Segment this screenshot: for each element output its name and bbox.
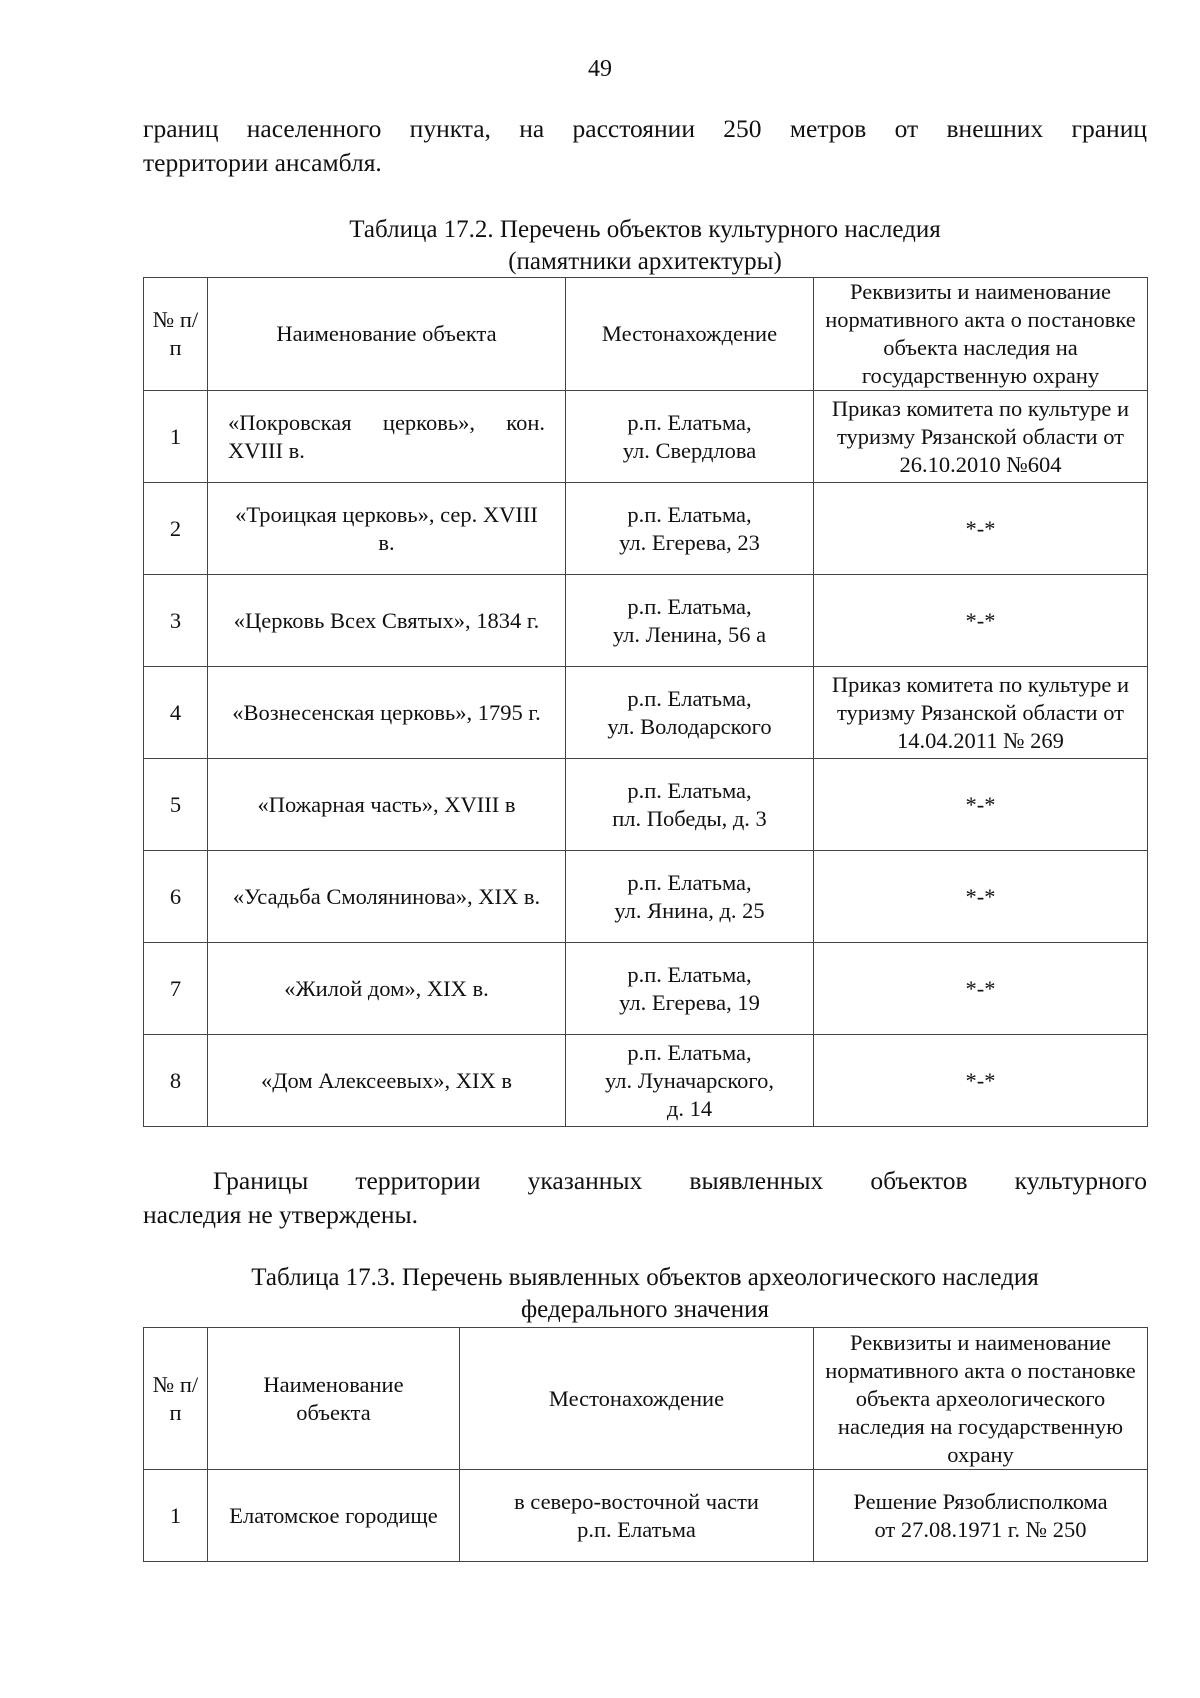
row-name: «Жилой дом», XIX в. bbox=[208, 943, 566, 1035]
row-act-line-1: Решение Рязоблисполкома bbox=[853, 1488, 1108, 1514]
row-location bbox=[566, 759, 814, 851]
table-header-row bbox=[144, 278, 1148, 391]
table1-caption-line-1: Таблица 17.2. Перечень объектов культурного наследия bbox=[349, 216, 941, 243]
table2-caption bbox=[143, 1262, 1147, 1326]
table2-caption-line-1: Таблица 17.3. Перечень выявленных объектов археологического наследия bbox=[251, 1264, 1039, 1291]
intro-line-2: территории ансамбля. bbox=[143, 148, 382, 177]
row-name: «Усадьба Смолянинова», XIX в. bbox=[208, 851, 566, 943]
row-location bbox=[460, 1470, 814, 1562]
row-act: *-* bbox=[814, 483, 1148, 575]
table2-caption-line-2: федерального значения bbox=[520, 1296, 769, 1323]
row-location-line-2: р.п. Елатьма bbox=[577, 1516, 696, 1542]
row-location-line-1: р.п. Елатьма, bbox=[627, 501, 752, 527]
header-num: № п/п bbox=[144, 1328, 208, 1470]
row-location bbox=[566, 851, 814, 943]
row-location-line-1: р.п. Елатьма, bbox=[627, 1039, 752, 1065]
row-location-line-2: ул. Володарского bbox=[607, 713, 772, 739]
row-num: 1 bbox=[144, 391, 208, 483]
row-location-line-3: д. 14 bbox=[666, 1095, 713, 1121]
row-num: 1 bbox=[144, 1470, 208, 1562]
borders-note-paragraph bbox=[143, 1164, 1147, 1232]
header-act: Реквизиты и наименование нормативного акта о постановке объекта наследия на государственную охрану bbox=[814, 278, 1148, 391]
table1-caption bbox=[143, 214, 1147, 278]
row-location bbox=[566, 391, 814, 483]
row-act: Приказ комитета по культуре и туризму Рязанской области от 26.10.2010 №604 bbox=[814, 391, 1148, 483]
row-name: «Троицкая церковь», сер. XVIII в. bbox=[208, 483, 566, 575]
row-location bbox=[566, 667, 814, 759]
row-act bbox=[814, 1470, 1148, 1562]
table1-caption-line-2: (памятники архитектуры) bbox=[508, 248, 782, 275]
archaeological-heritage-table bbox=[143, 1327, 1148, 1562]
header-name: Наименование объекта bbox=[208, 1328, 460, 1470]
table-row bbox=[144, 391, 1148, 483]
table-header-row bbox=[144, 1328, 1148, 1470]
row-name-line-1: «Покровская церковь», кон. bbox=[228, 409, 545, 435]
table-row bbox=[144, 851, 1148, 943]
header-location: Местонахождение bbox=[566, 278, 814, 391]
row-location-line-2: ул. Егерева, 23 bbox=[619, 529, 760, 555]
row-num: 3 bbox=[144, 575, 208, 667]
row-num: 4 bbox=[144, 667, 208, 759]
row-location-line-1: р.п. Елатьма, bbox=[627, 777, 752, 803]
row-act-line-2: от 27.08.1971 г. № 250 bbox=[874, 1516, 1087, 1542]
row-name: Елатомское городище bbox=[208, 1470, 460, 1562]
row-name: «Пожарная часть», XVIII в bbox=[208, 759, 566, 851]
row-location-line-1: в северо-восточной части bbox=[514, 1488, 759, 1514]
row-location-line-2: ул. Свердлова bbox=[622, 437, 757, 463]
table-row bbox=[144, 667, 1148, 759]
architecture-monuments-table bbox=[143, 277, 1148, 1127]
row-num: 7 bbox=[144, 943, 208, 1035]
row-location-line-2: ул. Янина, д. 25 bbox=[614, 897, 765, 923]
table-row bbox=[144, 1035, 1148, 1127]
row-location-line-1: р.п. Елатьма, bbox=[627, 961, 752, 987]
row-location bbox=[566, 1035, 814, 1127]
row-act: Приказ комитета по культуре и туризму Рязанской области от 14.04.2011 № 269 bbox=[814, 667, 1148, 759]
intro-paragraph bbox=[143, 112, 1147, 180]
table-row bbox=[144, 483, 1148, 575]
table-row bbox=[144, 759, 1148, 851]
row-location-line-1: р.п. Елатьма, bbox=[627, 685, 752, 711]
header-name: Наименование объекта bbox=[208, 278, 566, 391]
row-location bbox=[566, 943, 814, 1035]
row-name bbox=[208, 391, 566, 483]
row-name: «Вознесенская церковь», 1795 г. bbox=[208, 667, 566, 759]
row-location bbox=[566, 575, 814, 667]
header-num: № п/п bbox=[144, 278, 208, 391]
row-name: «Дом Алексеевых», XIX в bbox=[208, 1035, 566, 1127]
row-act: *-* bbox=[814, 943, 1148, 1035]
row-act: *-* bbox=[814, 851, 1148, 943]
row-location bbox=[566, 483, 814, 575]
row-num: 8 bbox=[144, 1035, 208, 1127]
borders-note-line-2: наследия не утверждены. bbox=[143, 1200, 418, 1229]
row-location-line-2: ул. Луначарского, bbox=[605, 1067, 774, 1093]
row-location-line-1: р.п. Елатьма, bbox=[627, 409, 752, 435]
row-location-line-2: ул. Ленина, 56 а bbox=[612, 621, 767, 647]
row-act: *-* bbox=[814, 575, 1148, 667]
header-act: Реквизиты и наименование нормативного акта о постановке объекта археологического наследия на государственную охрану bbox=[814, 1328, 1148, 1470]
header-location: Местонахождение bbox=[460, 1328, 814, 1470]
row-num: 6 bbox=[144, 851, 208, 943]
row-name: «Церковь Всех Святых», 1834 г. bbox=[208, 575, 566, 667]
row-location-line-1: р.п. Елатьма, bbox=[627, 869, 752, 895]
table-row bbox=[144, 1470, 1148, 1562]
row-name-line-2: XVIII в. bbox=[228, 437, 305, 463]
row-num: 5 bbox=[144, 759, 208, 851]
row-act: *-* bbox=[814, 759, 1148, 851]
row-location-line-2: пл. Победы, д. 3 bbox=[612, 805, 767, 831]
intro-line-1: границ населенного пункта, на расстоянии 250 метров от внешних границ bbox=[143, 114, 1147, 143]
borders-note-line-1: Границы территории указанных выявленных объектов культурного bbox=[213, 1166, 1147, 1195]
table-row bbox=[144, 943, 1148, 1035]
row-location-line-1: р.п. Елатьма, bbox=[627, 593, 752, 619]
row-location-line-2: ул. Егерева, 19 bbox=[619, 989, 760, 1015]
row-num: 2 bbox=[144, 483, 208, 575]
row-act: *-* bbox=[814, 1035, 1148, 1127]
table-row bbox=[144, 575, 1148, 667]
page-number: 49 bbox=[588, 56, 612, 82]
